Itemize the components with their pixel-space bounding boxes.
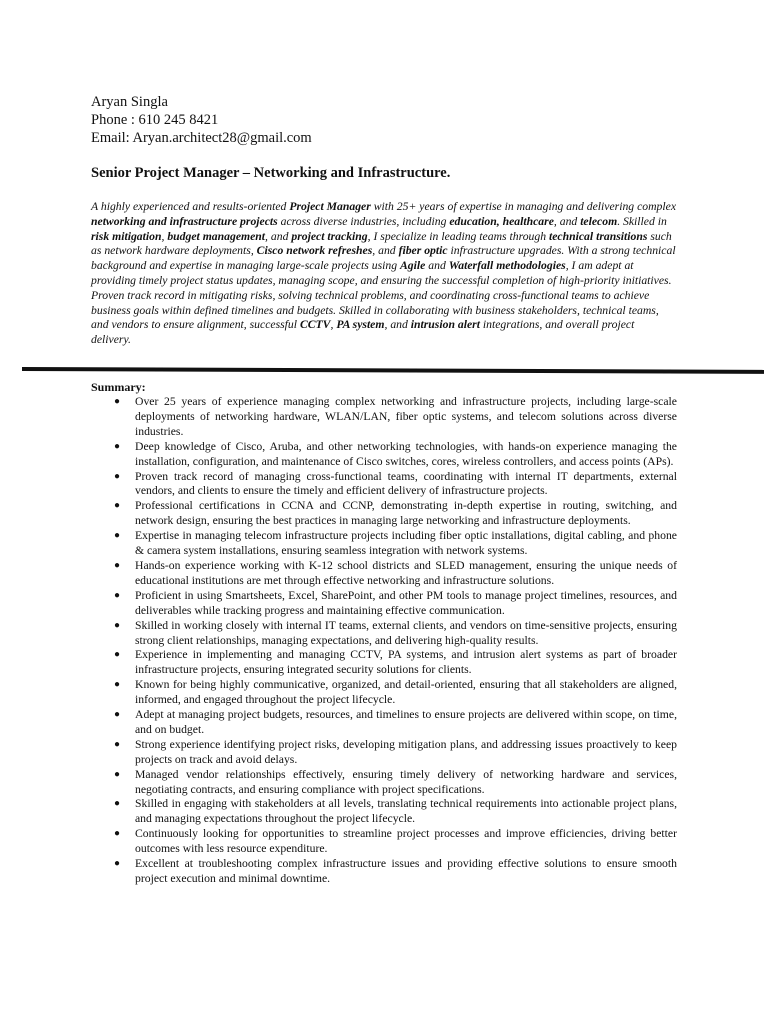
summary-list [114, 395, 677, 887]
profile-text: A highly experienced and results-oriented [91, 200, 290, 213]
bullet-icon: ● [114, 768, 121, 780]
summary-item [114, 827, 677, 857]
summary-item-text: Hands-on experience working with K-12 school districts and SLED management, ensuring the unique needs of educational institutions are met through effective networking and infrastructure solutions. [135, 558, 677, 587]
bullet-icon: ● [114, 500, 121, 512]
summary-item-text: Continuously looking for opportunities to streamline project processes and improve efficiencies, driving better outcomes with less resource expenditure. [135, 827, 677, 856]
profile-keyword: telecom [580, 214, 618, 228]
professional-headline: Senior Project Manager – Networking and Infrastructure. [91, 165, 451, 181]
profile-keyword: budget management [167, 229, 266, 243]
profile-text: integrations, and overall project delivery. [91, 318, 635, 347]
summary-item-text: Adept at managing project budgets, resources, and timelines to ensure projects are delivered within scope, on time, and on budget. [135, 708, 677, 736]
summary-item [114, 529, 677, 559]
summary-item-text: Professional certifications in CCNA and CCNP, demonstrating in-depth expertise in routing, switching, and network design, ensuring the best practices in managing large networking and infrastructure deployments. [135, 499, 677, 528]
summary-item [114, 439, 677, 470]
bullet-icon: ● [114, 530, 121, 542]
bullet-icon: ● [114, 858, 121, 870]
profile-keyword: intrusion alert [410, 318, 480, 332]
profile-keyword: networking and infrastructure projects [91, 214, 278, 228]
summary-item [114, 499, 677, 529]
profile-text: , [330, 318, 337, 332]
summary-item-text: Strong experience identifying project risks, developing mitigation plans, and addressing issues proactively to keep projects on track and avoid delays. [135, 737, 677, 766]
profile-text: and [425, 259, 449, 273]
profile-keyword: Waterfall methodologies [448, 259, 566, 273]
summary-item-text: Deep knowledge of Cisco, Aruba, and other networking technologies, with hands-on experience managing the installation, configuration, and maintenance of Cisco switches, cores, wireless controllers, and access points (APs). [135, 439, 677, 468]
summary-item [114, 588, 677, 619]
profile-keyword: Project Manager [289, 200, 371, 213]
bullet-icon: ● [114, 679, 121, 691]
summary-item [114, 648, 677, 678]
bullet-icon: ● [114, 589, 121, 601]
profile-keyword: fiber optic [398, 244, 448, 258]
bullet-icon: ● [114, 828, 121, 840]
summary-item-text: Skilled in engaging with stakeholders at all levels, translating technical requirements into actionable project plans, and managing expectations throughout the project lifecycle. [135, 797, 677, 826]
candidate-name: Aryan Singla [91, 94, 168, 110]
profile-keyword: CCTV [299, 318, 331, 332]
profile-text: such as network hardware deployments, [91, 229, 672, 258]
summary-heading: Summary: [91, 380, 146, 394]
profile-keyword: technical transitions [549, 229, 648, 243]
profile-text: infrastructure upgrades. With a strong technical background and expertise in managing large-scale projects using [91, 244, 676, 273]
bullet-icon: ● [114, 798, 121, 810]
summary-item-text: Over 25 years of experience managing complex networking and infrastructure projects, including large-scale deployments of networking hardware, WLAN/LAN, fiber optic systems, and telecom solutions across diverse industries. [135, 395, 677, 438]
summary-item [114, 737, 677, 768]
summary-item-text: Expertise in managing telecom infrastructure projects including fiber optic installations, digital cabling, and phone & camera system installations, ensuring seamless integration with network systems. [135, 529, 677, 558]
summary-item [114, 767, 677, 798]
summary-item-text: Experience in implementing and managing CCTV, PA systems, and intrusion alert systems as part of broader infrastructure projects, ensuring integrated security solutions for clients. [135, 648, 677, 677]
summary-item [114, 469, 677, 500]
profile-text: , I am adept at providing timely project status updates, managing scope, and ensuring the successful completion of high-priority initiatives. Proven track record in mitigating risks, solving technical problems, and coordinating cross-functional teams to achieve business goals within defined timelines and budgets. Skilled in collaborating with business stakeholders, technical teams, and vendors to ensure alignment, successful [91, 259, 672, 332]
profile-keyword: risk mitigation [91, 229, 162, 243]
summary-item [114, 678, 677, 708]
bullet-icon: ● [114, 709, 121, 721]
summary-item [114, 708, 677, 738]
profile-keyword: PA system [336, 318, 385, 332]
bullet-icon: ● [114, 440, 121, 452]
summary-item-text: Proficient in using Smartsheets, Excel, SharePoint, and other PM tools to manage project timelines, resources, and deliverables while tracking progress and maintaining effective communication. [135, 588, 677, 617]
profile-keyword: Agile [400, 259, 426, 273]
summary-item [114, 857, 677, 887]
profile-text: , and [265, 229, 292, 243]
bullet-icon: ● [114, 738, 121, 750]
profile-text: across diverse industries, including [277, 214, 450, 228]
bullet-icon: ● [114, 396, 121, 407]
profile-text: with 25+ years of expertise in managing and delivering complex [370, 200, 677, 213]
profile-text: , and [372, 244, 399, 258]
profile-text: , and [384, 318, 411, 332]
profile-keyword: Cisco network refreshes [256, 244, 373, 258]
bullet-icon: ● [114, 559, 121, 571]
summary-item-text: Excellent at troubleshooting complex infrastructure issues and providing effective solutions to ensure smooth project execution and minimal downtime. [135, 857, 677, 885]
phone-number: Phone : 610 245 8421 [91, 112, 219, 128]
profile-text: , and [553, 214, 581, 228]
summary-item [114, 395, 677, 440]
profile-text: , [161, 229, 168, 243]
summary-item [114, 558, 677, 589]
profile-keyword: education, healthcare [449, 214, 554, 228]
bullet-icon: ● [114, 470, 121, 482]
profile-text: , I specialize in leading teams through [367, 229, 549, 243]
summary-item-text: Proven track record of managing cross-functional teams, coordinating with internal IT departments, external vendors, and clients to ensure the timely and efficient delivery of infrastructure projects. [135, 469, 677, 498]
summary-item-text: Skilled in working closely with internal IT teams, external clients, and vendors on time-sensitive projects, ensuring strong client relationships, managing expectations, and delivering high-quality results. [135, 618, 677, 647]
profile-text: . Skilled in [617, 214, 667, 228]
summary-item [114, 618, 677, 649]
profile-keyword: project tracking [291, 229, 368, 243]
summary-item-text: Known for being highly communicative, organized, and detail-oriented, ensuring that all stakeholders are aligned, informed, and engaged throughout the project lifecycle. [135, 678, 677, 707]
profile-paragraph [91, 200, 676, 348]
section-divider [22, 367, 764, 374]
contact-block [91, 93, 312, 147]
bullet-icon: ● [114, 619, 121, 631]
summary-item-text: Managed vendor relationships effectively, ensuring timely delivery of networking hardware and services, negotiating contracts, and ensuring compliance with project specifications. [135, 767, 677, 796]
summary-item [114, 797, 677, 827]
email-address[interactable]: Email: Aryan.architect28@gmail.com [91, 130, 312, 146]
bullet-icon: ● [114, 649, 121, 661]
